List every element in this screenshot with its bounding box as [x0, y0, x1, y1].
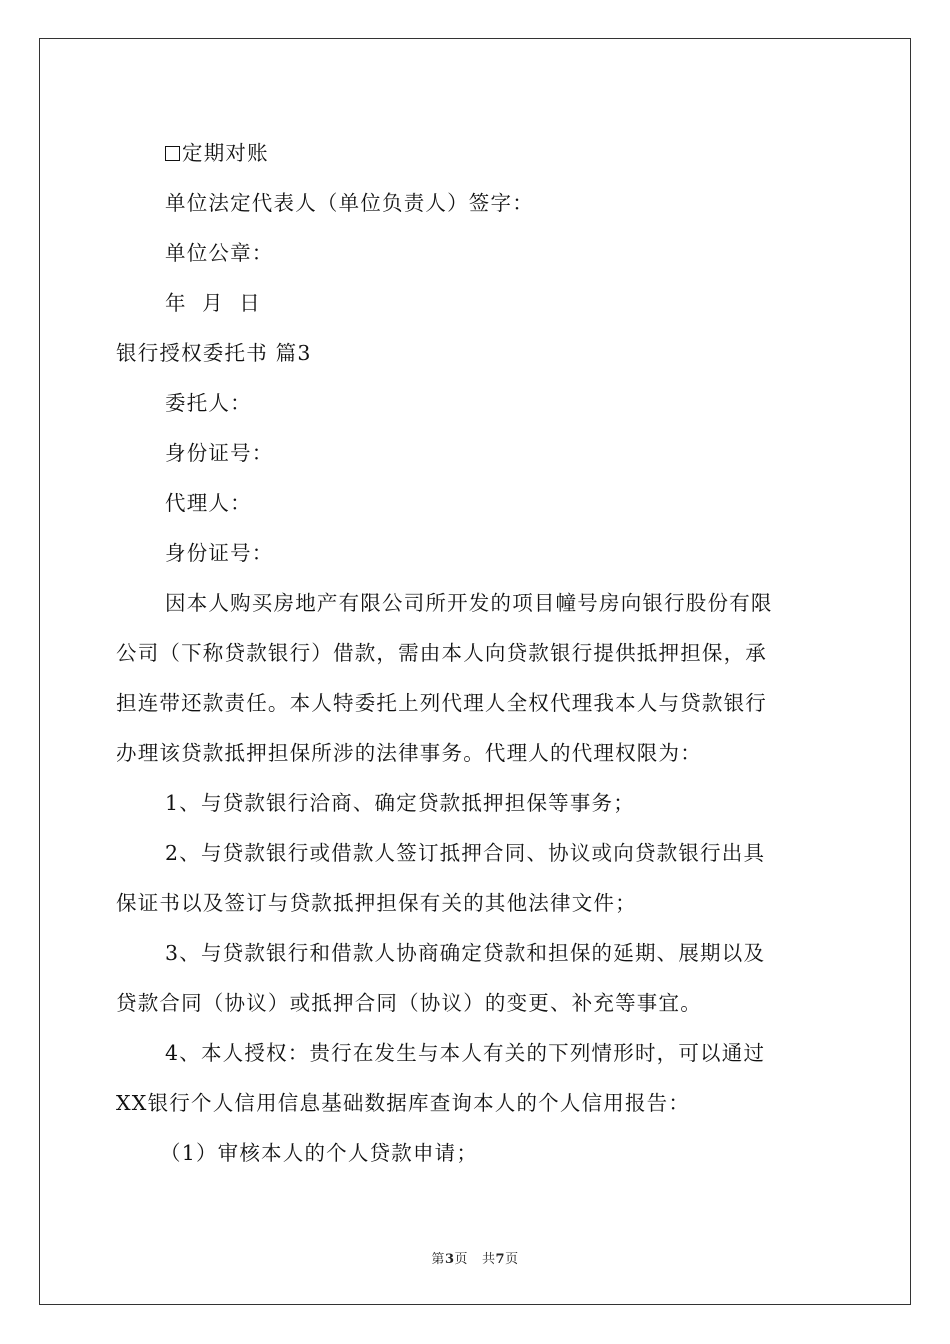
- principal-id-line: 身份证号：: [165, 441, 274, 465]
- sub-list-item: （1）审核本人的个人贷款申请；: [160, 1141, 479, 1165]
- paragraph-line: 办理该贷款抵押担保所涉的法律事务。代理人的代理权限为：: [116, 741, 702, 765]
- principal-line: 委托人：: [165, 391, 252, 415]
- footer-total-suffix: 页: [505, 1252, 519, 1267]
- section-heading: 银行授权委托书 篇3: [116, 341, 312, 365]
- signature-line: 单位法定代表人（单位负责人）签字：: [165, 191, 534, 215]
- footer-total-prefix: 共: [482, 1252, 496, 1267]
- list-item: 3、与贷款银行和借款人协商确定贷款和担保的延期、展期以及: [165, 941, 766, 965]
- agent-line: 代理人：: [165, 491, 252, 515]
- date-line: 年 月 日: [165, 291, 261, 315]
- paragraph-line: 担连带还款责任。本人特委托上列代理人全权代理我本人与贷款银行: [116, 691, 767, 715]
- list-item-continuation: XX银行个人信用信息基础数据库查询本人的个人信用报告：: [116, 1091, 691, 1115]
- list-item-continuation: 贷款合同（协议）或抵押合同（协议）的变更、补充等事宜。: [116, 991, 702, 1015]
- list-item: 1、与贷款银行洽商、确定贷款抵押担保等事务；: [165, 791, 635, 815]
- page-footer: [0, 1248, 950, 1267]
- document-body: [116, 128, 836, 1178]
- seal-line: 单位公章：: [165, 241, 274, 265]
- footer-page-prefix: 第: [431, 1252, 445, 1267]
- footer-page-total: 7: [495, 1252, 506, 1267]
- paragraph-line: 因本人购买房地产有限公司所开发的项目幢号房向银行股份有限: [165, 591, 773, 615]
- agent-id-line: 身份证号：: [165, 541, 274, 565]
- list-item: 4、本人授权：贵行在发生与本人有关的下列情形时，可以通过: [165, 1041, 766, 1065]
- checkbox-icon[interactable]: [165, 146, 180, 161]
- list-item: 2、与贷款银行或借款人签订抵押合同、协议或向贷款银行出具: [165, 841, 766, 865]
- checkbox-label: 定期对账: [182, 141, 269, 165]
- footer-page-current: 3: [444, 1252, 455, 1267]
- list-item-continuation: 保证书以及签订与贷款抵押担保有关的其他法律文件；: [116, 891, 637, 915]
- footer-page-suffix: 页: [454, 1252, 468, 1267]
- checkbox-line: [116, 128, 836, 178]
- paragraph-line: 公司（下称贷款银行）借款，需由本人向贷款银行提供抵押担保，承: [116, 641, 767, 665]
